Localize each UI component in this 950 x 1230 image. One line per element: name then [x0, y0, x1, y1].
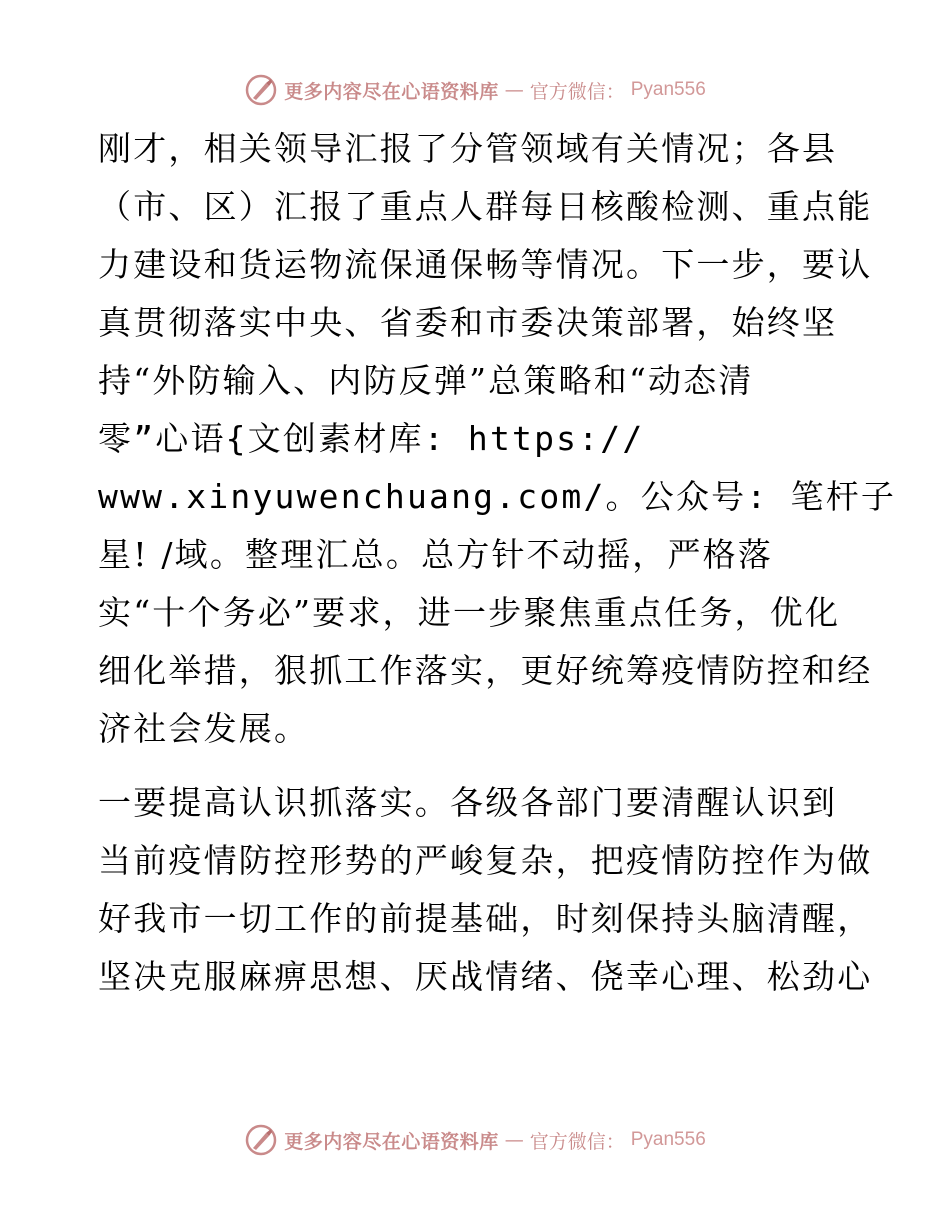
- watermark-brand: 更多内容尽在心语资料库: [284, 80, 499, 103]
- text-line: 刚才，相关领导汇报了分管领域有关情况；各县: [98, 129, 838, 168]
- watermark-wechat-label: 官方微信：: [529, 1130, 625, 1153]
- footer-watermark: [0, 1120, 950, 1160]
- text-line: 真贯彻落实中央、省委和市委决策部署，始终坚: [98, 303, 838, 342]
- quill-logo-icon: [244, 1123, 278, 1157]
- watermark-wechat-label: 官方微信：: [529, 80, 625, 103]
- document-body: [98, 120, 897, 1006]
- watermark-separator: —: [504, 79, 524, 101]
- text-line: 零”心语{文创素材库: https://: [98, 419, 645, 458]
- text-line: 细化举措，狠抓工作落实，更好统筹疫情防控和经: [98, 651, 873, 690]
- text-line: 当前疫情防控形势的严峻复杂，把疫情防控作为做: [98, 841, 873, 880]
- text-line: 持“外防输入、内防反弹”总策略和“动态清: [98, 361, 754, 400]
- watermark-separator: —: [504, 1129, 524, 1151]
- watermark-brand: 更多内容尽在心语资料库: [284, 1130, 499, 1153]
- text-line: 坚决克服麻痹思想、厌战情绪、侥幸心理、松劲心: [98, 957, 873, 996]
- paragraph-1: [98, 120, 897, 758]
- text-line: （市、区）汇报了重点人群每日核酸检测、重点能: [98, 187, 873, 226]
- header-watermark: [0, 70, 950, 110]
- watermark-wechat-id: Pyan556: [630, 1129, 706, 1150]
- text-line: 好我市一切工作的前提基础，时刻保持头脑清醒，: [98, 899, 873, 938]
- text-line: 济社会发展。: [98, 709, 310, 748]
- text-line: 星! /域。整理汇总。总方针不动摇，严格落: [98, 535, 774, 574]
- paragraph-2: [98, 774, 873, 1006]
- quill-logo-icon: [244, 73, 278, 107]
- text-line: 一要提高认识抓落实。各级各部门要清醒认识到: [98, 783, 838, 822]
- text-line: www.xinyuwenchuang.com/。公众号: 笔杆子: [98, 477, 897, 516]
- text-line: 实“十个务必”要求，进一步聚焦重点任务，优化: [98, 593, 841, 632]
- text-line: 力建设和货运物流保通保畅等情况。下一步，要认: [98, 245, 873, 284]
- watermark-wechat-id: Pyan556: [630, 79, 706, 100]
